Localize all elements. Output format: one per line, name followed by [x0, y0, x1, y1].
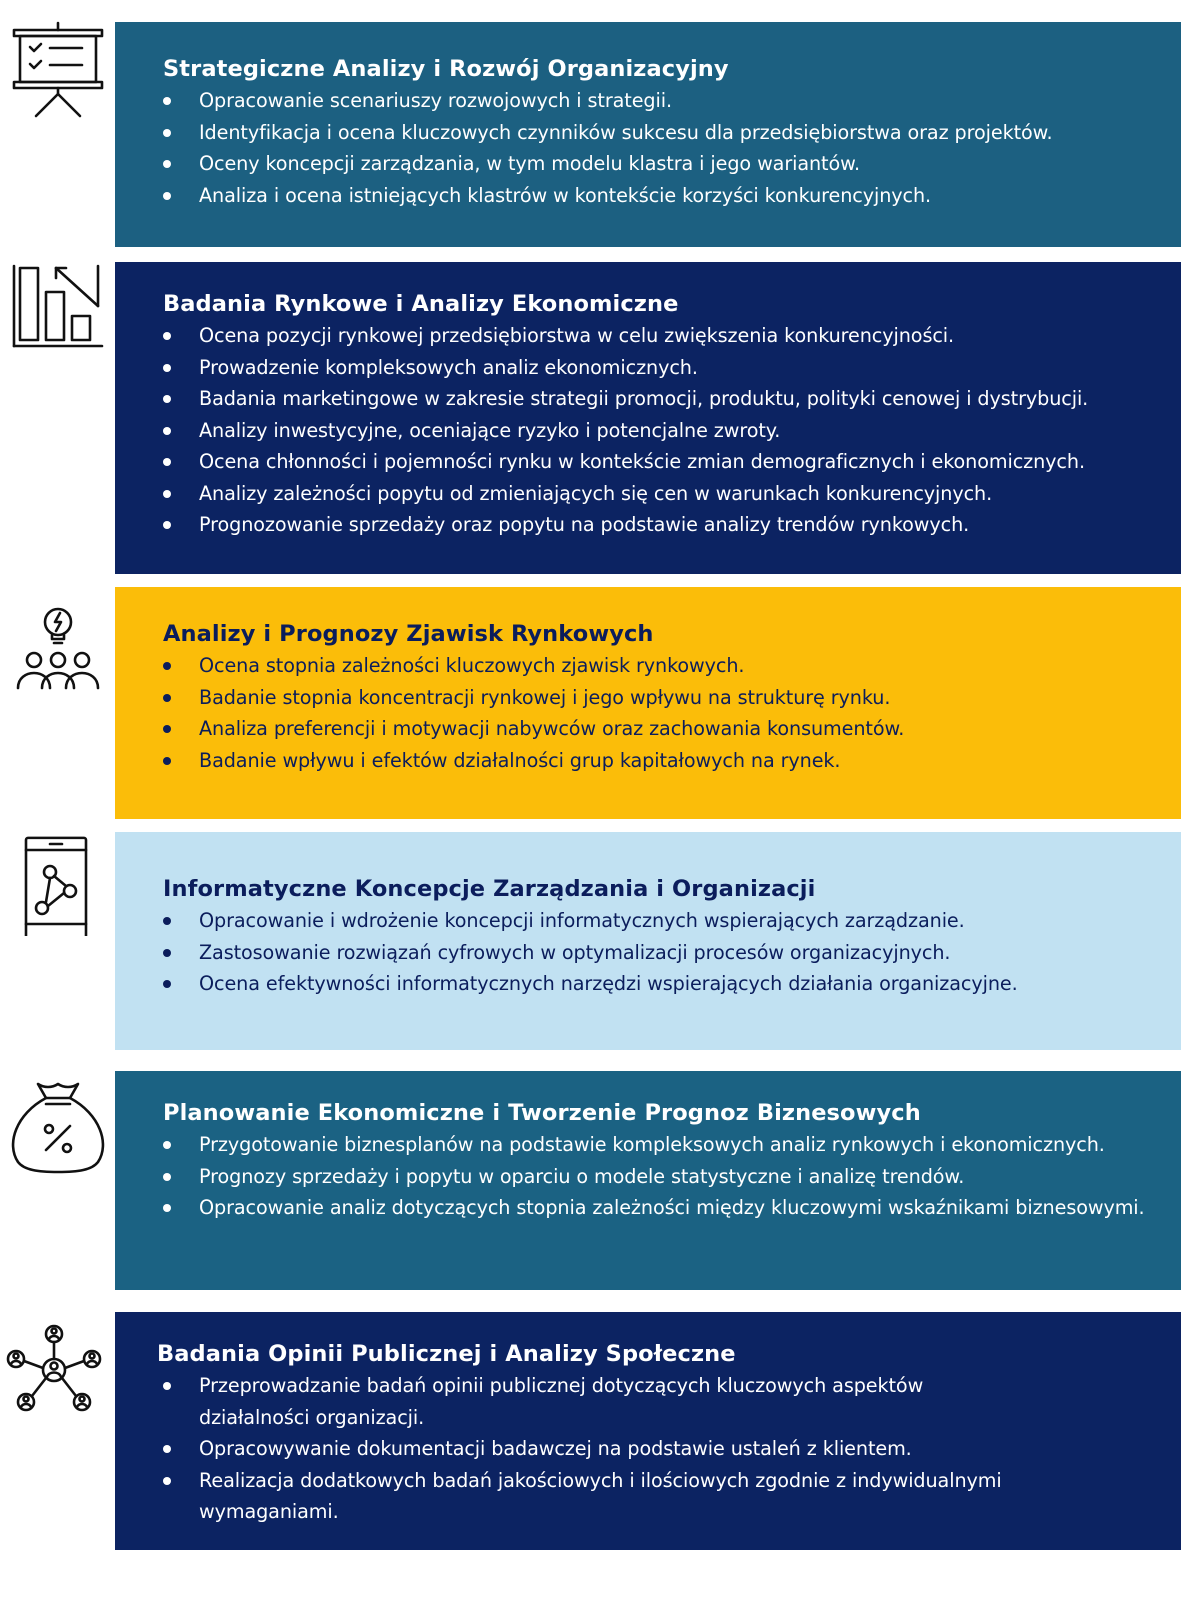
list-item: Badanie stopnia koncentracji rynkowej i jego wpływu na strukturę rynku. — [163, 682, 1161, 714]
bullet-list — [163, 85, 1161, 211]
presentation-checklist-icon — [8, 20, 108, 120]
list-item: Prognozy sprzedaży i popytu w oparciu o modele statystyczne i analizę trendów. — [163, 1161, 1161, 1193]
list-item: Prowadzenie kompleksowych analiz ekonomicznych. — [163, 352, 1161, 384]
list-item: Realizacja dodatkowych badań jakościowych i ilościowych zgodnie z indywidualnymi wymaganiami. — [163, 1465, 1161, 1528]
list-item: Przygotowanie biznesplanów na podstawie kompleksowych analiz rynkowych i ekonomicznych. — [163, 1129, 1161, 1161]
section-box — [115, 262, 1181, 574]
section-title: Strategiczne Analizy i Rozwój Organizacyjny — [163, 56, 729, 82]
list-item: Opracowanie i wdrożenie koncepcji informatycznych wspierających zarządzanie. — [163, 905, 1161, 937]
people-network-icon — [4, 1322, 104, 1422]
list-item: Opracowanie analiz dotyczących stopnia zależności między kluczowymi wskaźnikami biznesowymi. — [163, 1192, 1161, 1224]
section-title: Badania Rynkowe i Analizy Ekonomiczne — [163, 291, 679, 317]
list-item: Analizy inwestycyjne, oceniające ryzyko i potencjalne zwroty. — [163, 415, 1161, 447]
list-item: Opracowanie scenariuszy rozwojowych i strategii. — [163, 85, 1161, 117]
list-item: Analiza i ocena istniejących klastrów w kontekście korzyści konkurencyjnych. — [163, 180, 1161, 212]
list-item: Ocena chłonności i pojemności rynku w kontekście zmian demograficznych i ekonomicznych. — [163, 446, 1161, 478]
bullet-list — [163, 1129, 1161, 1224]
list-item: Analiza preferencji i motywacji nabywców oraz zachowania konsumentów. — [163, 713, 1161, 745]
section-title: Informatyczne Koncepcje Zarządzania i Organizacji — [163, 876, 816, 902]
list-item: Ocena efektywności informatycznych narzędzi wspierających działania organizacyjne. — [163, 968, 1161, 1000]
section-box — [115, 1071, 1181, 1290]
section-box — [115, 22, 1181, 247]
list-item: Badanie wpływu i efektów działalności grup kapitałowych na rynek. — [163, 745, 1161, 777]
list-item: Przeprowadzanie badań opinii publicznej dotyczących kluczowych aspektów działalności organizacji. — [163, 1370, 1161, 1433]
section-box — [115, 832, 1181, 1050]
mobile-network-icon — [12, 836, 112, 936]
section-box — [115, 1312, 1181, 1550]
list-item: Opracowywanie dokumentacji badawczej na podstawie ustaleń z klientem. — [163, 1433, 1161, 1465]
section-title: Planowanie Ekonomiczne i Tworzenie Prognoz Biznesowych — [163, 1100, 921, 1126]
list-item: Zastosowanie rozwiązań cyfrowych w optymalizacji procesów organizacyjnych. — [163, 937, 1161, 969]
list-item: Ocena stopnia zależności kluczowych zjawisk rynkowych. — [163, 650, 1161, 682]
section-title: Analizy i Prognozy Zjawisk Rynkowych — [163, 621, 654, 647]
bullet-list — [163, 320, 1161, 541]
list-item: Ocena pozycji rynkowej przedsiębiorstwa w celu zwiększenia konkurencyjności. — [163, 320, 1161, 352]
bullet-list — [157, 1370, 1161, 1528]
bar-chart-trend-icon — [8, 262, 108, 362]
money-bag-percent-icon — [8, 1080, 108, 1180]
section-title: Badania Opinii Publicznej i Analizy Społeczne — [157, 1341, 736, 1367]
list-item: Badania marketingowe w zakresie strategii promocji, produktu, polityki cenowej i dystrybucji. — [163, 383, 1161, 415]
list-item: Prognozowanie sprzedaży oraz popytu na podstawie analizy trendów rynkowych. — [163, 509, 1161, 541]
list-item: Oceny koncepcji zarządzania, w tym modelu klastra i jego wariantów. — [163, 148, 1161, 180]
bullet-list — [163, 905, 1161, 1000]
bullet-list — [163, 650, 1161, 776]
section-box — [115, 587, 1181, 819]
list-item: Analizy zależności popytu od zmieniających się cen w warunkach konkurencyjnych. — [163, 478, 1161, 510]
list-item: Identyfikacja i ocena kluczowych czynników sukcesu dla przedsiębiorstwa oraz projektów. — [163, 117, 1161, 149]
team-idea-icon — [8, 604, 108, 704]
